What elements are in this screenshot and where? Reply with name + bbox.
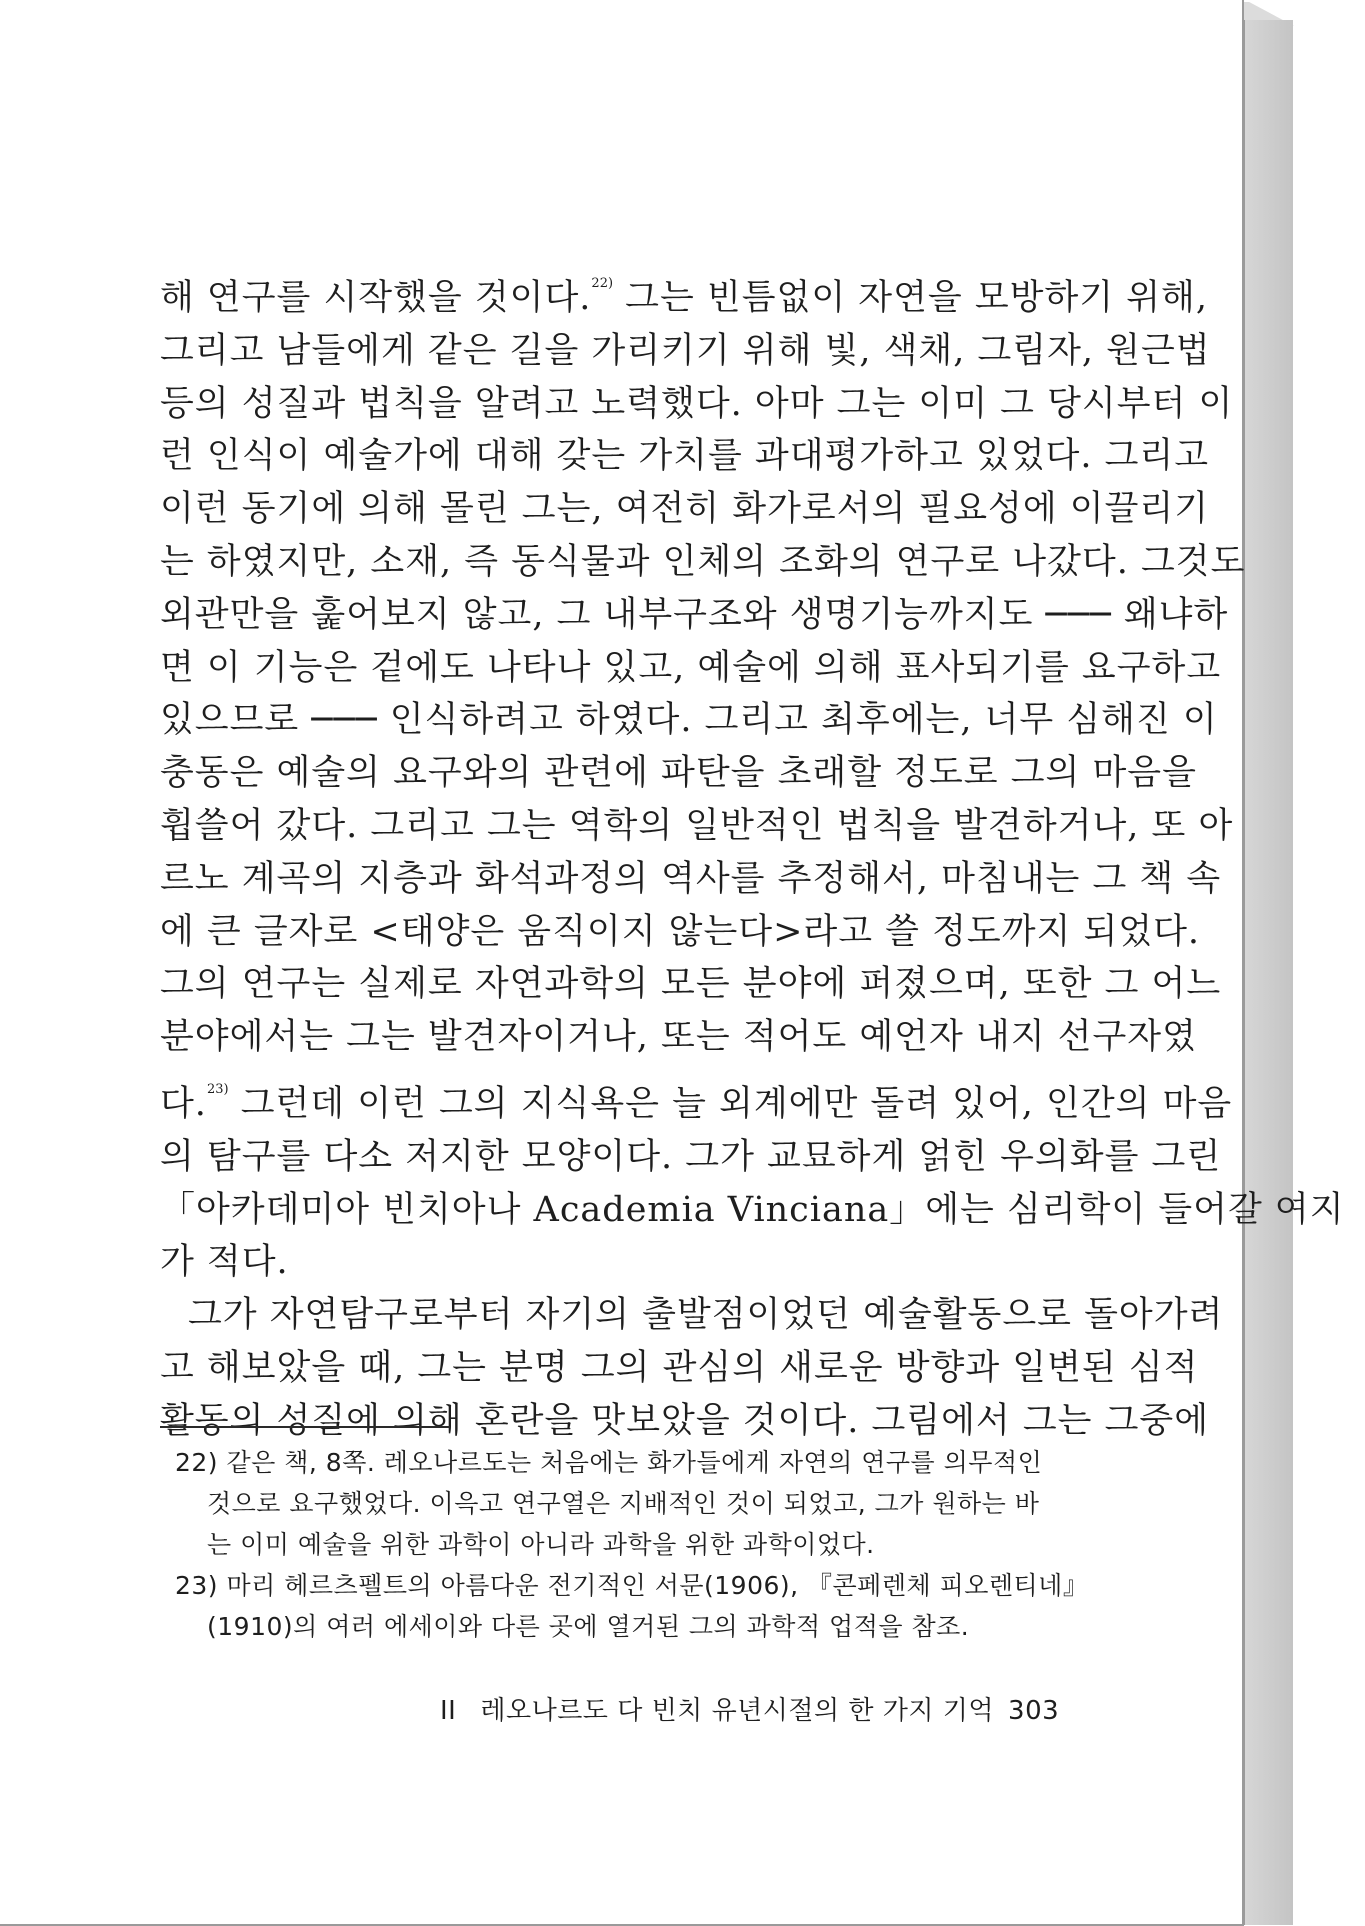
text-segment: 그의 연구는 실제로 자연과학의 모든 분야에 퍼졌으며, 또한 그 어느 [160, 964, 1222, 1005]
text-line [160, 1011, 1197, 1064]
text-line [160, 853, 1222, 906]
text-line [160, 642, 1222, 695]
running-footer [440, 1690, 1060, 1727]
text-segment: 고 해보았을 때, 그는 분명 그의 관심의 새로운 방향과 일변된 심적 [160, 1347, 1199, 1388]
text-line [160, 483, 1210, 536]
page-edge-right [1243, 20, 1293, 1925]
footnote-line: 23) 마리 헤르츠펠트의 아름다운 전기적인 서문(1906), 『콘페렌체 피오렌티네』 [175, 1571, 1089, 1600]
body-paragraphs [160, 258, 1345, 1448]
text-line [160, 906, 1201, 959]
text-line [160, 589, 1229, 642]
text-line [160, 430, 1210, 483]
text-segment: 「아카데미아 빈치아나 Academia Vinciana」에는 심리학이 들어갈 여지 [160, 1189, 1345, 1230]
text-line [160, 1342, 1199, 1395]
text-segment: 휩쓸어 갔다. 그리고 그는 역학의 일반적인 법칙을 발견하거나, 또 아 [160, 805, 1234, 846]
page-number: 303 [1008, 1696, 1060, 1726]
footnote [175, 1442, 1043, 1565]
text-segment: 의 탐구를 다소 저지한 모양이다. 그가 교묘하게 얽힌 우의화를 그린 [160, 1136, 1222, 1177]
text-segment: 그가 자연탐구로부터 자기의 출발점이었던 예술활동으로 돌아가려 [188, 1295, 1224, 1336]
text-segment: 활동의 성질에 의해 혼란을 맛보았을 것이다. 그림에서 그는 그중에 [160, 1400, 1210, 1441]
footnote-line: 것으로 요구했었다. 이윽고 연구열은 지배적인 것이 되었고, 그가 원하는 바 [207, 1489, 1040, 1518]
text-segment: 다. [160, 1083, 207, 1124]
text-line [160, 1184, 1345, 1237]
text-segment: 있으므로 ─── 인식하려고 하였다. 그리고 최후에는, 너무 심해진 이 [160, 700, 1218, 741]
text-segment: 이런 동기에 의해 몰린 그는, 여전히 화가로서의 필요성에 이끌리기 [160, 489, 1210, 530]
text-line [160, 694, 1218, 747]
text-line [160, 800, 1234, 853]
text-segment: 외관만을 훑어보지 않고, 그 내부구조와 생명기능까지도 ─── 왜냐하 [160, 594, 1229, 635]
text-segment: 그런데 이런 그의 지식욕은 늘 외계에만 돌려 있어, 인간의 마음 [228, 1083, 1233, 1124]
footnote [175, 1565, 1089, 1647]
text-line [160, 747, 1197, 800]
text-segment: 충동은 예술의 요구와의 관련에 파탄을 초래할 정도로 그의 마음을 [160, 753, 1197, 794]
text-line [160, 1236, 1040, 1289]
text-line [160, 378, 1234, 431]
text-segment: 등의 성질과 법칙을 알려고 노력했다. 아마 그는 이미 그 당시부터 이 [160, 383, 1234, 424]
text-segment: 는 하였지만, 소재, 즉 동식물과 인체의 조화의 연구로 나갔다. 그것도 [160, 541, 1246, 582]
text-segment: 면 이 기능은 겉에도 나타나 있고, 예술에 의해 표사되기를 요구하고 [160, 647, 1222, 688]
text-line [160, 1064, 1233, 1131]
text-segment: 그리고 남들에게 같은 길을 가리키기 위해 빛, 색채, 그림자, 원근법 [160, 330, 1211, 371]
text-segment: 그는 빈틈없이 자연을 모방하기 위해, [613, 278, 1208, 318]
text-segment: 르노 계곡의 지층과 화석과정의 역사를 추정해서, 마침내는 그 책 속 [160, 858, 1222, 899]
text-line [160, 258, 1208, 325]
text-segment: 런 인식이 예술가에 대해 갖는 가치를 과대평가하고 있었다. 그리고 [160, 436, 1210, 477]
footnote-line: (1910)의 여러 에세이와 다른 곳에 열거된 그의 과학적 업적을 참조. [207, 1612, 970, 1641]
text-segment: 가 적다. [160, 1242, 289, 1283]
footnote-ref: 23) [206, 1081, 229, 1097]
text-line [160, 1289, 1224, 1342]
text-line [160, 1395, 1210, 1448]
text-line [160, 325, 1211, 378]
footnote-rule [160, 1426, 450, 1428]
text-segment: 해 연구를 시작했을 것이다. [160, 278, 592, 318]
chapter-title: 레오나르도 다 빈치 유년시절의 한 가지 기억 [480, 1696, 995, 1726]
footnote-line: 22) 같은 책, 8쪽. 레오나르도는 처음에는 화가들에게 자연의 연구를 의무적인 [175, 1448, 1043, 1477]
text-line [160, 1131, 1222, 1184]
footnotes [175, 1442, 1089, 1647]
footnote-ref: 22) [591, 276, 614, 291]
footnote-line: 는 이미 예술을 위한 과학이 아니라 과학을 위한 과학이었다. [207, 1530, 875, 1559]
text-segment: 에 큰 글자로 <태양은 움직이지 않는다>라고 쓸 정도까지 되었다. [160, 911, 1201, 952]
part-number: II [440, 1696, 457, 1726]
text-segment: 분야에서는 그는 발견자이거나, 또는 적어도 예언자 내지 선구자였 [160, 1017, 1197, 1058]
text-line [160, 536, 1246, 589]
text-line [160, 958, 1222, 1011]
